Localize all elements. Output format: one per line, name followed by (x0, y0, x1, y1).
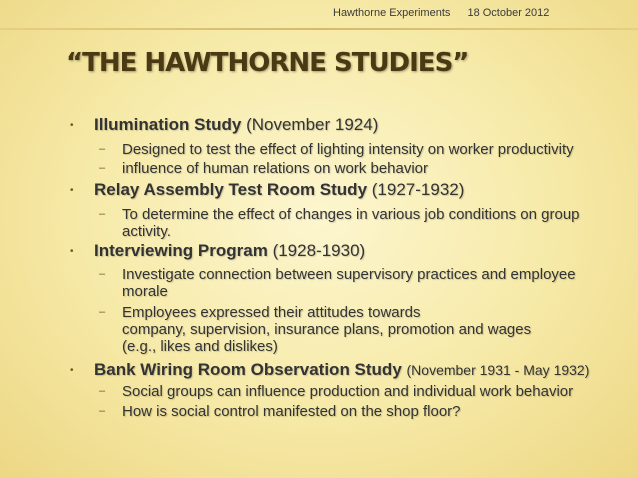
study-name: Bank Wiring Room Observation Study (94, 360, 402, 379)
study-heading (94, 241, 365, 261)
study-heading (94, 115, 378, 135)
sub-point: Designed to test the effect of lighting intensity on worker productivity (122, 141, 574, 158)
bullet-icon: • (70, 365, 74, 376)
study-period: (1928-1930) (272, 241, 366, 260)
study-name: Illumination Study (94, 115, 242, 134)
bullet-icon: • (70, 246, 74, 257)
dash-icon: – (99, 162, 106, 174)
dash-icon: – (99, 306, 106, 318)
dash-icon: – (99, 405, 106, 417)
sub-point: How is social control manifested on the shop floor? (122, 403, 461, 420)
bullet-icon: • (70, 185, 74, 196)
study-period: (November 1931 - May 1932) (406, 362, 590, 378)
dash-icon: – (99, 208, 106, 220)
presentation-title: Hawthorne Experiments (333, 7, 451, 19)
sub-point: Social groups can influence production and individual work behavior (122, 383, 574, 400)
slide-date: 18 October 2012 (467, 7, 550, 19)
dash-icon: – (99, 268, 106, 280)
study-name: Interviewing Program (94, 241, 268, 260)
sub-point: To determine the effect of changes in various job conditions on group activity. (122, 206, 580, 240)
slide-title: “THE HAWTHORNE STUDIES” (66, 48, 469, 78)
sub-point: influence of human relations on work behavior (122, 160, 429, 177)
bullet-icon: • (70, 120, 74, 131)
study-heading (94, 180, 464, 200)
sub-point: Investigate connection between supervisory practices and employee morale (122, 266, 576, 300)
study-name: Relay Assembly Test Room Study (94, 180, 368, 199)
study-period: (1927-1932) (371, 180, 465, 199)
sub-point: Employees expressed their attitudes towards company, supervision, insurance plans, promotion and wages (e.g., likes and dislikes) (122, 304, 532, 355)
study-heading (94, 360, 589, 380)
dash-icon: – (99, 143, 106, 155)
study-period: (November 1924) (246, 115, 379, 134)
dash-icon: – (99, 385, 106, 397)
